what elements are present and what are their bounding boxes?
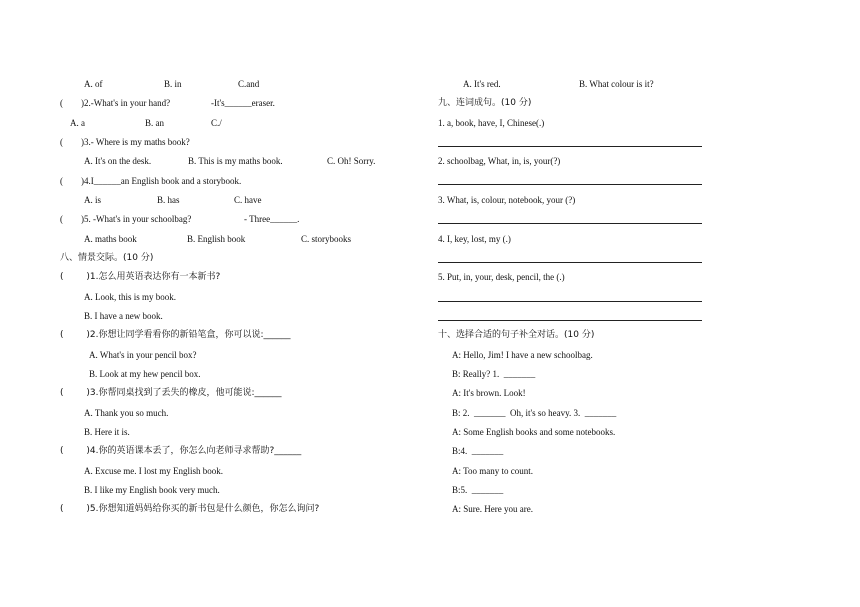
q5-stem: ( )5. -What's in your schoolbag? (60, 214, 192, 224)
q2-stem: ( )2.-What's in your hand? (60, 98, 171, 108)
s8-q4-option-b: B. I like my English book very much. (84, 485, 220, 495)
answer-line-2 (438, 184, 702, 185)
s8-q2-option-a: A. What's in your pencil box? (89, 350, 197, 360)
s8-q1-option-a: A. Look, this is my book. (84, 292, 177, 302)
dialog-line-5: A: Some English books and some notebooks. (452, 427, 616, 437)
q2-option-a: A. a (70, 118, 85, 128)
s8-q3-stem: ( )3.你帮同桌找到了丢失的橡皮，他可能说:______ (60, 388, 282, 398)
s8-q3-option-a: A. Thank you so much. (84, 408, 169, 418)
q4-option-c: C. have (234, 195, 262, 205)
q4-stem: ( )4.I______an English book and a storybook. (60, 176, 242, 186)
answer-line-4 (438, 262, 702, 263)
dialog-line-3: A: It's brown. Look! (452, 388, 526, 398)
q1-option-a: A. of (84, 79, 103, 89)
s9-item-2: 2. schoolbag, What, in, is, your(?) (438, 156, 561, 166)
s8-q1-option-b: B. I have a new book. (84, 311, 163, 321)
s9-item-3: 3. What, is, colour, notebook, your (?) (438, 195, 576, 205)
s9-item-5: 5. Put, in, your, desk, pencil, the (.) (438, 272, 565, 282)
dialog-line-2: B: Really? 1. _______ (452, 369, 536, 379)
dialog-line-1: A: Hello, Jim! I have a new schoolbag. (452, 350, 593, 360)
q1-option-b: B. in (164, 79, 182, 89)
dialog-line-7: A: Too many to count. (452, 466, 533, 476)
q3-option-c: C. Oh! Sorry. (327, 156, 376, 166)
dialog-line-6: B:4. _______ (452, 446, 504, 456)
answer-line-1 (438, 146, 702, 147)
q4-option-a: A. is (84, 195, 102, 205)
answer-line-5a (438, 301, 702, 302)
s8-q1-stem: ( )1.怎么用英语表达你有一本新书? (60, 272, 221, 282)
section-9-title: 九、连词成句。(10 分) (438, 98, 532, 108)
s8-q4-option-a: A. Excuse me. I lost my English book. (84, 466, 223, 476)
q5-reply: - Three______. (244, 214, 300, 224)
answer-line-3 (438, 223, 702, 224)
q3-stem: ( )3.- Where is my maths book? (60, 137, 190, 147)
q3-option-b: B. This is my maths book. (188, 156, 283, 166)
section-10-title: 十、选择合适的句子补全对话。(10 分) (438, 330, 595, 340)
s9-item-1: 1. a, book, have, I, Chinese(.) (438, 118, 545, 128)
dialog-line-4: B: 2. _______ Oh, it's so heavy. 3. _______ (452, 408, 617, 418)
q2-option-b: B. an (145, 118, 164, 128)
q2-reply: -It's______eraser. (211, 98, 275, 108)
answer-line-5b (438, 320, 702, 321)
dialog-line-8: B:5. _______ (452, 485, 504, 495)
s8-q2-stem: ( )2.你想让同学看看你的新铅笔盒，你可以说:______ (60, 330, 291, 340)
q3-option-a: A. It's on the desk. (84, 156, 152, 166)
s8-q3-option-b: B. Here it is. (84, 427, 130, 437)
q2-option-c: C./ (211, 118, 222, 128)
s8-q5-stem: ( )5.你想知道妈妈给你买的新书包是什么颜色，你怎么询问? (60, 504, 320, 514)
q4-option-b: B. has (157, 195, 180, 205)
s9-item-4: 4. I, key, lost, my (.) (438, 234, 511, 244)
q5-option-b: B. English book (187, 234, 246, 244)
dialog-line-9: A: Sure. Here you are. (452, 504, 533, 514)
prev-option-a: A. It's red. (463, 79, 501, 89)
s8-q4-stem: ( )4.你的英语课本丢了，你怎么向老师寻求帮助?______ (60, 446, 302, 456)
q5-option-c: C. storybooks (301, 234, 352, 244)
q1-option-c: C.and (238, 79, 260, 89)
section-8-title: 八、情景交际。(10 分) (60, 253, 154, 263)
q5-option-a: A. maths book (84, 234, 137, 244)
s8-q2-option-b: B. Look at my hew pencil box. (89, 369, 201, 379)
prev-option-b: B. What colour is it? (579, 79, 654, 89)
